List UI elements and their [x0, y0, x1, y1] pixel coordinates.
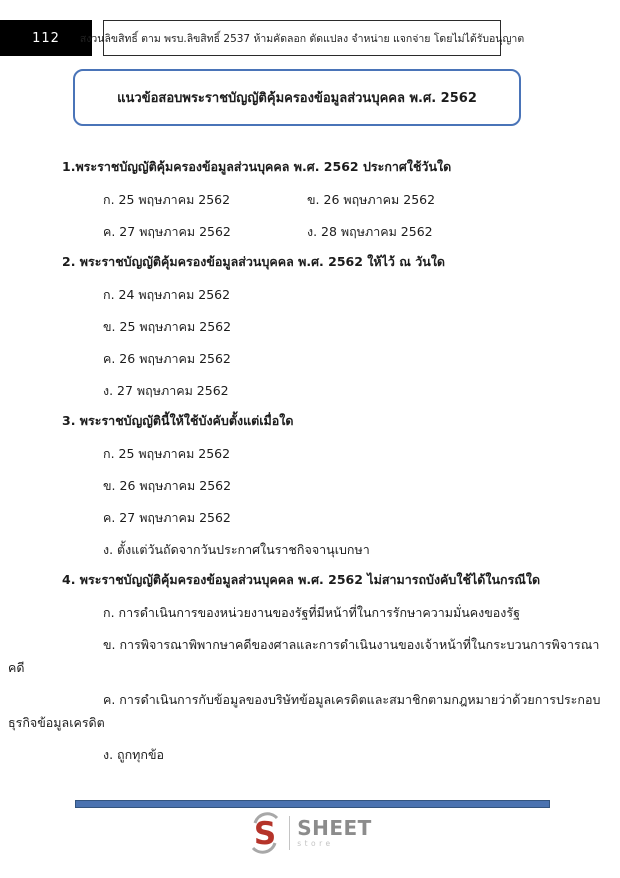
logo-brand-text: SHEET: [297, 816, 372, 841]
logo-letter: S: [254, 816, 277, 852]
answer-option: ข. การพิจารณาพิพากษาคดีของศาลและการดำเนินงานของเจ้าหน้าที่ในกระบวนการพิจารณาคดี: [8, 637, 600, 675]
answer-option: ข. 25 พฤษภาคม 2562: [103, 319, 232, 334]
answer-option: ก. การดำเนินการของหน่วยงานของรัฐที่มีหน้าที่ในการรักษาความมั่นคงของรัฐ: [103, 605, 521, 620]
answer-option: ค. 26 พฤษภาคม 2562: [103, 351, 231, 366]
page-header: [0, 20, 525, 56]
logo-divider: [289, 816, 290, 850]
question-text: 2. พระราชบัญญัติคุ้มครองข้อมูลส่วนบุคคล พ.ศ. 2562 ให้ไว้ ณ วันใด: [62, 254, 446, 269]
copyright-notice-box: [79, 20, 525, 56]
page-number: 112: [32, 30, 60, 46]
answer-option: ก. 25 พฤษภาคม 2562: [103, 192, 231, 207]
copyright-text: สงวนลิขสิทธิ์ ตาม พรบ.ลิขสิทธิ์ 2537 ห้ามคัดลอก ดัดแปลง จำหน่าย แจกจ่าย โดยไม่ได้รับอนุญาต: [79, 32, 525, 45]
document-title-box: [73, 69, 521, 126]
logo-text-column: [297, 818, 372, 848]
answer-option: ง. 28 พฤษภาคม 2562: [307, 224, 433, 239]
answer-option: ค. 27 พฤษภาคม 2562: [103, 224, 231, 239]
footer-divider-bar: [75, 800, 550, 808]
document-title: แนวข้อสอบพระราชบัญญัติคุ้มครองข้อมูลส่วนบุคคล พ.ศ. 2562: [117, 91, 477, 106]
sheet-store-logo: [0, 812, 620, 854]
answer-option: ง. ตั้งแต่วันถัดจากวันประกาศในราชกิจจานุเบกษา: [103, 542, 370, 557]
question-text: 3. พระราชบัญญัตินี้ให้ใช้บังคับตั้งแต่เมื่อใด: [62, 413, 294, 428]
page-number-badge: [0, 20, 92, 56]
question-text: 4. พระราชบัญญัติคุ้มครองข้อมูลส่วนบุคคล พ.ศ. 2562 ไม่สามารถบังคับใช้ได้ในกรณีใด: [62, 572, 541, 587]
s-swoosh-icon: [248, 812, 282, 854]
answer-option: ค. 27 พฤษภาคม 2562: [103, 510, 231, 525]
questions-section: [8, 157, 612, 775]
answer-option-row: [103, 188, 612, 211]
answer-option-row: [103, 220, 612, 243]
answer-option: ข. 26 พฤษภาคม 2562: [307, 192, 436, 207]
answer-option: ค. การดำเนินการกับข้อมูลของบริษัทข้อมูลเครดิตและสมาชิกตามกฎหมายว่าด้วยการประกอบธุรกิจข้อมูลเครดิต: [8, 692, 601, 730]
answer-option: ง. ถูกทุกข้อ: [103, 747, 165, 762]
answer-option: ข. 26 พฤษภาคม 2562: [103, 478, 232, 493]
logo-sub-text: store: [297, 839, 334, 849]
answer-option: ก. 24 พฤษภาคม 2562: [103, 287, 231, 302]
question-text: 1.พระราชบัญญัติคุ้มครองข้อมูลส่วนบุคคล พ.ศ. 2562 ประกาศใช้วันใด: [62, 159, 452, 174]
answer-option: ก. 25 พฤษภาคม 2562: [103, 446, 231, 461]
answer-option: ง. 27 พฤษภาคม 2562: [103, 383, 229, 398]
